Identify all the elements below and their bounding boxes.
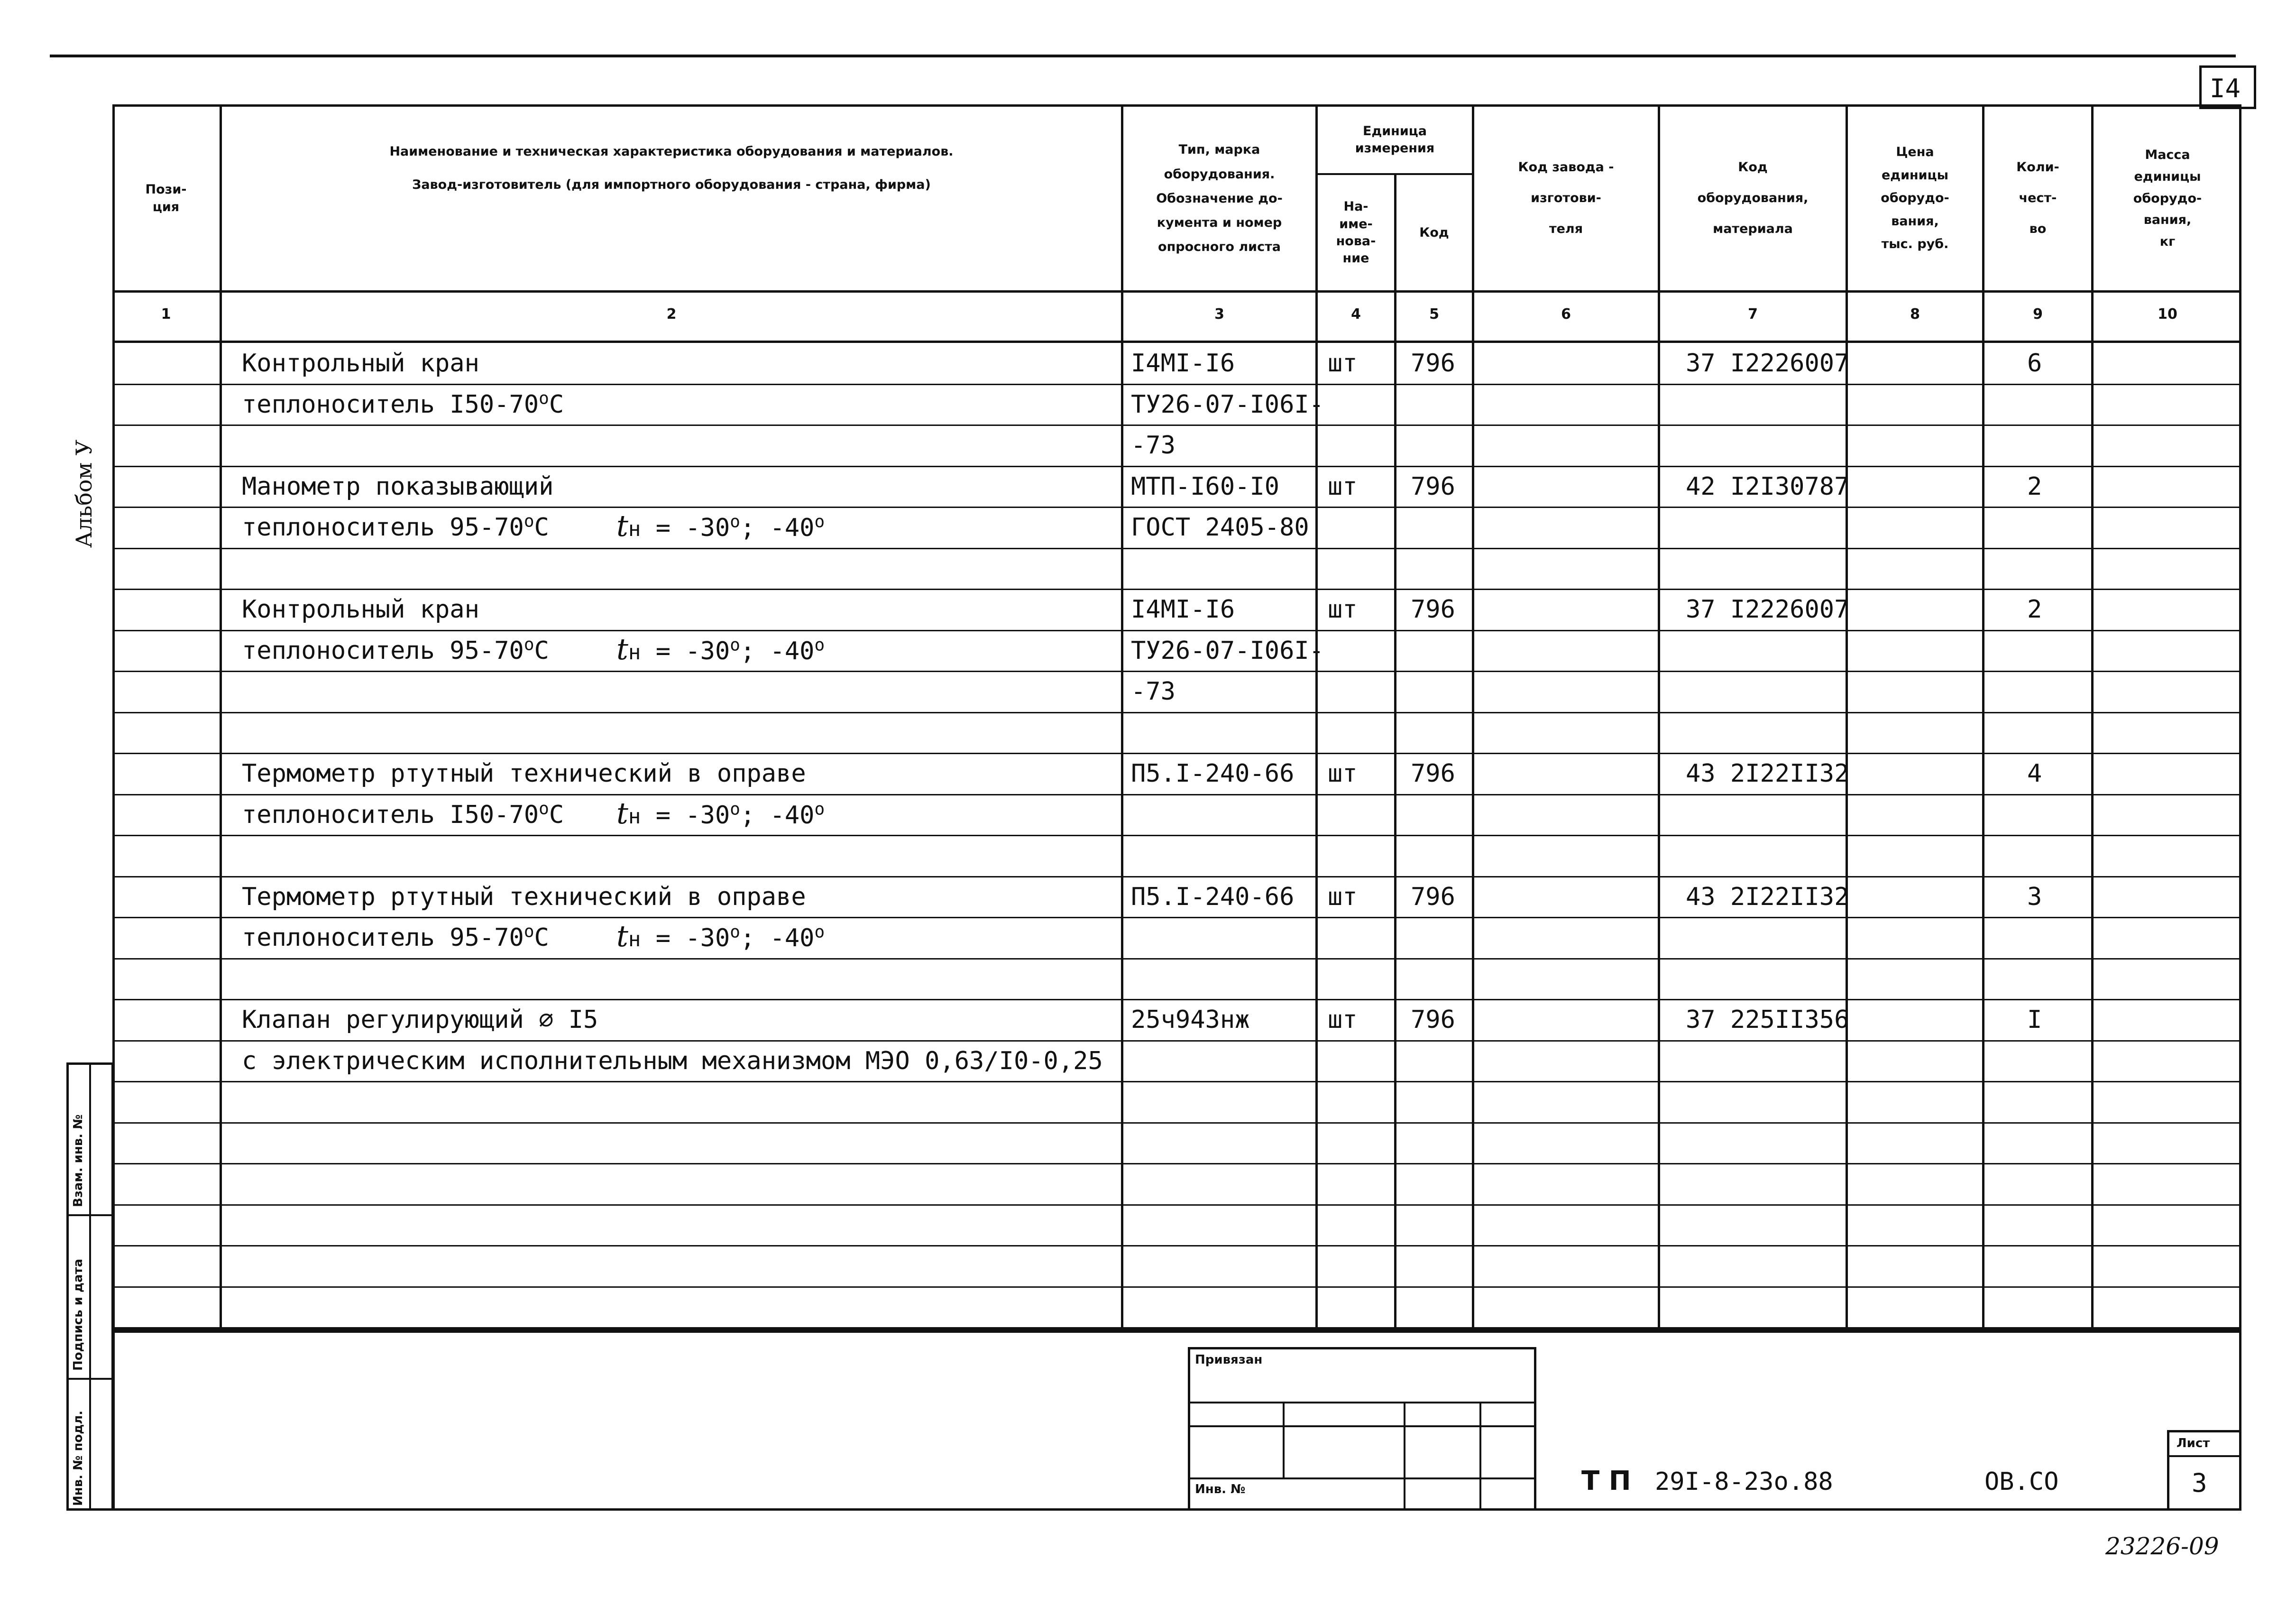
row-name-text: Термометр ртутный технический в оправе bbox=[242, 883, 806, 911]
row-quantity: 2 bbox=[2027, 472, 2042, 501]
row-name bbox=[242, 351, 479, 376]
row-unit: шт bbox=[1328, 883, 1358, 911]
linked-col-1 bbox=[1283, 1402, 1285, 1477]
col-header-6: Код завода - изготови- теля bbox=[1518, 160, 1614, 236]
celsius-unit: С bbox=[549, 390, 564, 419]
col-header-8: Цена единицы оборудо- вания, тыс. руб. bbox=[1881, 145, 1949, 252]
row-name-text: Клапан регулирующий ∅ I5 bbox=[242, 1006, 598, 1034]
row-equipment-code: 43 2I22II32 bbox=[1686, 759, 1849, 788]
row-name bbox=[242, 761, 806, 786]
temp-note-part: о bbox=[814, 799, 825, 819]
row-equipment-code: 43 2I22II32 bbox=[1686, 883, 1849, 911]
side-stamp-inv-podl: Инв. № подл. bbox=[71, 1410, 85, 1506]
unit-group-header: Единица измерения bbox=[1355, 123, 1435, 156]
col-num-4: 4 bbox=[1351, 306, 1361, 323]
celsius-unit: С bbox=[534, 637, 549, 665]
temp-note-part: t bbox=[616, 919, 628, 953]
unit-group-rule bbox=[1315, 173, 1472, 175]
row-rule bbox=[112, 1122, 2241, 1124]
outdoor-temp-note bbox=[616, 508, 825, 543]
row-type: МТП-I60-I0 bbox=[1131, 472, 1280, 501]
col-divider-4 bbox=[1394, 173, 1396, 1330]
row-rule bbox=[112, 1327, 2241, 1329]
temp-note-part: ; -40 bbox=[740, 514, 815, 542]
temp-note-part: = -30 bbox=[641, 514, 730, 542]
col-num-5: 5 bbox=[1429, 306, 1439, 323]
row-rule bbox=[112, 671, 2241, 672]
temp-note-part: ; -40 bbox=[740, 924, 815, 952]
col-header-10: Масса единицы оборудо- вания, кг bbox=[2133, 147, 2202, 249]
col-header-5: Код bbox=[1419, 225, 1449, 240]
row-name bbox=[242, 388, 564, 419]
album-label: Альбом У bbox=[71, 439, 97, 548]
row-rule bbox=[112, 794, 2241, 795]
temp-note-part: о bbox=[730, 922, 740, 942]
row-rule bbox=[112, 507, 2241, 508]
temp-note-part: = -30 bbox=[641, 637, 730, 665]
row-name-text: теплоноситель I50-70 bbox=[242, 390, 539, 419]
side-stamp-rule-1 bbox=[66, 1214, 114, 1216]
temp-note-part: t bbox=[616, 632, 628, 666]
side-stamp-divider bbox=[89, 1062, 91, 1511]
sheet-label: Лист bbox=[2177, 1436, 2210, 1450]
doc-mark: ОВ.СО bbox=[1984, 1468, 2059, 1496]
row-name-text: с электрическим исполнительным механизмом МЭО 0,63/I0-0,25 bbox=[242, 1047, 1103, 1075]
row-unit-code: 796 bbox=[1411, 595, 1455, 624]
row-name bbox=[242, 1007, 598, 1032]
row-rule bbox=[112, 1040, 2241, 1042]
temp-note-part: о bbox=[814, 922, 825, 942]
row-equipment-code: 37 I2226007 bbox=[1686, 595, 1849, 624]
col-num-10: 10 bbox=[2158, 306, 2177, 323]
temp-note-part: = -30 bbox=[641, 924, 730, 952]
row-quantity: 3 bbox=[2027, 883, 2042, 911]
row-rule bbox=[112, 712, 2241, 713]
row-name bbox=[242, 799, 564, 829]
row-type: I4МI-I6 bbox=[1131, 595, 1235, 624]
linked-label: Привязан bbox=[1195, 1353, 1263, 1367]
row-quantity: I bbox=[2027, 1006, 2042, 1034]
row-rule bbox=[112, 958, 2241, 960]
row-equipment-code: 37 225II356 bbox=[1686, 1006, 1849, 1034]
row-name-text: теплоноситель 95-70 bbox=[242, 923, 524, 952]
row-type: П5.I-240-66 bbox=[1131, 759, 1295, 788]
row-rule bbox=[112, 1286, 2241, 1288]
temp-note-part: ; -40 bbox=[740, 801, 815, 830]
row-rule bbox=[112, 630, 2241, 631]
row-type: П5.I-240-66 bbox=[1131, 883, 1295, 911]
row-name bbox=[242, 1049, 1103, 1073]
row-quantity: 6 bbox=[2027, 349, 2042, 378]
outdoor-temp-note bbox=[616, 919, 825, 953]
temp-note-part: t bbox=[616, 508, 628, 543]
doc-code-prefix: Т П bbox=[1581, 1466, 1631, 1496]
row-type: ТУ26-07-I06I- bbox=[1131, 390, 1324, 419]
row-name-text: теплоноситель I50-70 bbox=[242, 801, 539, 829]
linked-rule-3 bbox=[1188, 1477, 1536, 1479]
row-name-text: теплоноситель 95-70 bbox=[242, 513, 524, 542]
temp-note-part: н bbox=[628, 517, 641, 541]
row-unit-code: 796 bbox=[1411, 472, 1455, 501]
row-name-text: Манометр показывающий bbox=[242, 472, 554, 501]
row-type: 25ч943нж bbox=[1131, 1006, 1250, 1034]
celsius-unit: С bbox=[534, 513, 549, 542]
col-header-4: На- име- нова- ние bbox=[1336, 199, 1376, 266]
row-rule bbox=[112, 1163, 2241, 1164]
row-name bbox=[242, 635, 549, 665]
side-stamp-rule-2 bbox=[66, 1378, 114, 1380]
temp-note-part: о bbox=[814, 512, 825, 532]
row-equipment-code: 42 I2I30787 bbox=[1686, 472, 1849, 501]
degree-sign: о bbox=[539, 388, 549, 408]
row-rule bbox=[112, 466, 2241, 467]
col-num-8: 8 bbox=[1910, 306, 1920, 323]
col-num-1: 1 bbox=[161, 306, 171, 323]
header-bottom-rule bbox=[112, 290, 2241, 293]
row-unit: шт bbox=[1328, 1006, 1358, 1034]
row-unit: шт bbox=[1328, 349, 1358, 378]
footer-number: 23226-09 bbox=[2105, 1532, 2219, 1560]
degree-sign: о bbox=[523, 635, 534, 655]
row-name bbox=[242, 922, 549, 952]
temp-note-part: о bbox=[814, 635, 825, 655]
row-name bbox=[242, 511, 549, 542]
temp-note-part: = -30 bbox=[641, 801, 730, 830]
row-name-text: Контрольный кран bbox=[242, 595, 479, 624]
row-type: -73 bbox=[1131, 431, 1176, 460]
row-unit-code: 796 bbox=[1411, 883, 1455, 911]
row-name bbox=[242, 474, 553, 499]
colnum-bottom-rule bbox=[112, 341, 2241, 343]
col-header-1: Пози- ция bbox=[145, 182, 187, 214]
col-header-7: Код оборудования, материала bbox=[1697, 160, 1809, 236]
sheet-box-rule bbox=[2167, 1455, 2241, 1457]
top-rule bbox=[50, 55, 2236, 57]
row-type: ГОСТ 2405-80 bbox=[1131, 513, 1309, 542]
row-rule bbox=[112, 835, 2241, 836]
bottom-stamp-frame bbox=[112, 1330, 2241, 1511]
linked-col-3 bbox=[1479, 1402, 1481, 1511]
row-rule bbox=[112, 548, 2241, 549]
row-rule bbox=[112, 999, 2241, 1000]
temp-note-part: н bbox=[628, 640, 641, 665]
temp-note-part: н bbox=[628, 927, 641, 951]
col-header-9: Коли- чест- во bbox=[2016, 160, 2059, 236]
sheet-value: 3 bbox=[2192, 1468, 2207, 1498]
row-name bbox=[242, 597, 479, 622]
celsius-unit: С bbox=[549, 801, 564, 829]
row-rule bbox=[112, 917, 2241, 918]
row-unit-code: 796 bbox=[1411, 1006, 1455, 1034]
temp-note-part: н bbox=[628, 804, 641, 829]
side-stamp-signature-date: Подпись и дата bbox=[71, 1258, 85, 1371]
sheet-number-top: I4 bbox=[2210, 74, 2241, 103]
temp-note-part: о bbox=[730, 799, 740, 819]
temp-note-part: t bbox=[616, 796, 628, 831]
col-num-3: 3 bbox=[1214, 306, 1224, 323]
temp-note-part: о bbox=[730, 635, 740, 655]
linked-rule-2 bbox=[1188, 1425, 1536, 1427]
row-rule bbox=[112, 1245, 2241, 1246]
row-equipment-code: 37 I2226007 bbox=[1686, 349, 1849, 378]
row-rule bbox=[112, 1081, 2241, 1082]
row-rule bbox=[112, 425, 2241, 426]
col-num-6: 6 bbox=[1561, 306, 1571, 323]
inv-label: Инв. № bbox=[1195, 1482, 1246, 1496]
col-header-3: Тип, марка оборудования. Обозначение до- кумента и номер опросного листа bbox=[1156, 142, 1283, 255]
row-rule bbox=[112, 384, 2241, 385]
row-unit-code: 796 bbox=[1411, 759, 1455, 788]
linked-col-2 bbox=[1404, 1402, 1405, 1511]
row-unit: шт bbox=[1328, 595, 1358, 624]
temp-note-part: ; -40 bbox=[740, 637, 815, 665]
row-name-text: Термометр ртутный технический в оправе bbox=[242, 759, 806, 788]
col-num-2: 2 bbox=[666, 306, 677, 323]
col-divider-1 bbox=[220, 104, 222, 1330]
row-type: ТУ26-07-I06I- bbox=[1131, 637, 1324, 665]
col-num-7: 7 bbox=[1748, 306, 1758, 323]
col-num-9: 9 bbox=[2033, 306, 2043, 323]
col-header-2: Наименование и техническая характеристика оборудования и материалов. Завод-изготовитель (для импортного оборудования - страна, фирма) bbox=[389, 144, 954, 192]
doc-code: 29I-8-23о.88 bbox=[1655, 1468, 1833, 1496]
degree-sign: о bbox=[539, 799, 549, 819]
side-stamp-vzam-inv: Взам. инв. № bbox=[71, 1114, 85, 1207]
degree-sign: о bbox=[523, 922, 534, 942]
temp-note-part: о bbox=[730, 512, 740, 532]
row-unit: шт bbox=[1328, 472, 1358, 501]
row-rule bbox=[112, 753, 2241, 754]
row-name bbox=[242, 885, 806, 909]
row-rule bbox=[112, 589, 2241, 590]
row-unit: шт bbox=[1328, 759, 1358, 788]
row-quantity: 4 bbox=[2027, 759, 2042, 788]
degree-sign: о bbox=[523, 511, 534, 531]
row-type: I4МI-I6 bbox=[1131, 349, 1235, 378]
row-name-text: Контрольный кран bbox=[242, 349, 479, 378]
row-type: -73 bbox=[1131, 677, 1176, 706]
row-rule bbox=[112, 876, 2241, 877]
row-rule bbox=[112, 1204, 2241, 1206]
linked-rule-1 bbox=[1188, 1402, 1536, 1403]
row-name-text: теплоноситель 95-70 bbox=[242, 637, 524, 665]
outdoor-temp-note bbox=[616, 796, 825, 831]
row-quantity: 2 bbox=[2027, 595, 2042, 624]
outdoor-temp-note bbox=[616, 632, 825, 666]
row-unit-code: 796 bbox=[1411, 349, 1455, 378]
celsius-unit: С bbox=[534, 923, 549, 952]
